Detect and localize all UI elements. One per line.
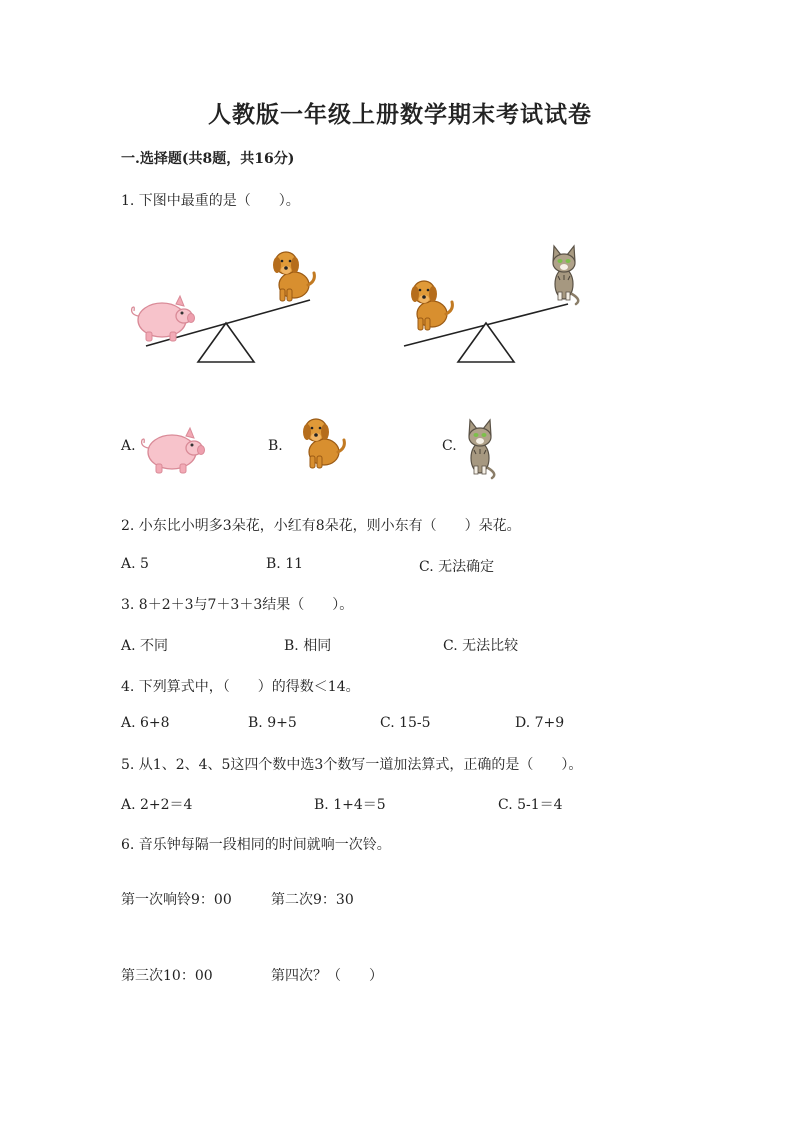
q1-option-b[interactable]: B. [268, 438, 283, 454]
q6-second-ring: 第二次9：30 [271, 892, 354, 908]
question-5: 5. 从1、2、4、5这四个数中选3个数写一道加法算式，正确的是（ ）。 [121, 757, 583, 773]
q3-option-b[interactable]: B. 相同 [284, 638, 332, 654]
q6-third-ring: 第三次10：00 [121, 968, 213, 984]
q3-option-a[interactable]: A. 不同 [121, 638, 169, 654]
dog-icon [296, 420, 356, 468]
q4-option-b[interactable]: B. 9+5 [248, 715, 297, 731]
q2-option-c[interactable]: C. 无法确定 [419, 559, 495, 575]
q5-option-c[interactable]: C. 5-1＝4 [498, 797, 563, 813]
q5-option-b[interactable]: B. 1+4＝5 [314, 797, 386, 813]
q3-option-c[interactable]: C. 无法比较 [443, 638, 519, 654]
cat-icon [553, 246, 578, 304]
q5-option-a[interactable]: A. 2+2＝4 [121, 797, 193, 813]
q4-option-a[interactable]: A. 6+8 [121, 715, 170, 731]
q4-option-c[interactable]: C. 15-5 [380, 715, 431, 731]
seesaw-figure-left [120, 240, 340, 370]
dog-icon [411, 281, 452, 330]
question-3: 3. 8＋2＋3与7＋3＋3结果（ ）。 [121, 597, 354, 613]
cat-icon [462, 418, 502, 474]
q1-option-a[interactable]: A. [121, 438, 136, 454]
pig-icon [140, 428, 210, 478]
question-4: 4. 下列算式中，（ ）的得数＜14。 [121, 679, 360, 695]
q4-option-d[interactable]: D. 7+9 [515, 715, 565, 731]
question-1: 1. 下图中最重的是（ ）。 [121, 193, 300, 209]
q6-fourth-ring: 第四次？（ ） [271, 968, 383, 984]
section-heading: 一.选择题(共8题，共16分) [121, 151, 295, 167]
question-2: 2. 小东比小明多3朵花，小红有8朵花，则小东有（ ）朵花。 [121, 518, 521, 534]
question-6: 6. 音乐钟每隔一段相同的时间就响一次铃。 [121, 837, 391, 853]
dog-icon [273, 252, 314, 301]
q2-option-b[interactable]: B. 11 [266, 556, 304, 572]
q1-option-c[interactable]: C. [442, 438, 457, 454]
seesaw-figure-right [396, 240, 616, 370]
q6-first-ring: 第一次响铃9：00 [121, 892, 232, 908]
q2-option-a[interactable]: A. 5 [121, 556, 149, 572]
page-title: 人教版一年级上册数学期末考试试卷 [208, 101, 592, 128]
triangle-fulcrum [458, 323, 514, 362]
